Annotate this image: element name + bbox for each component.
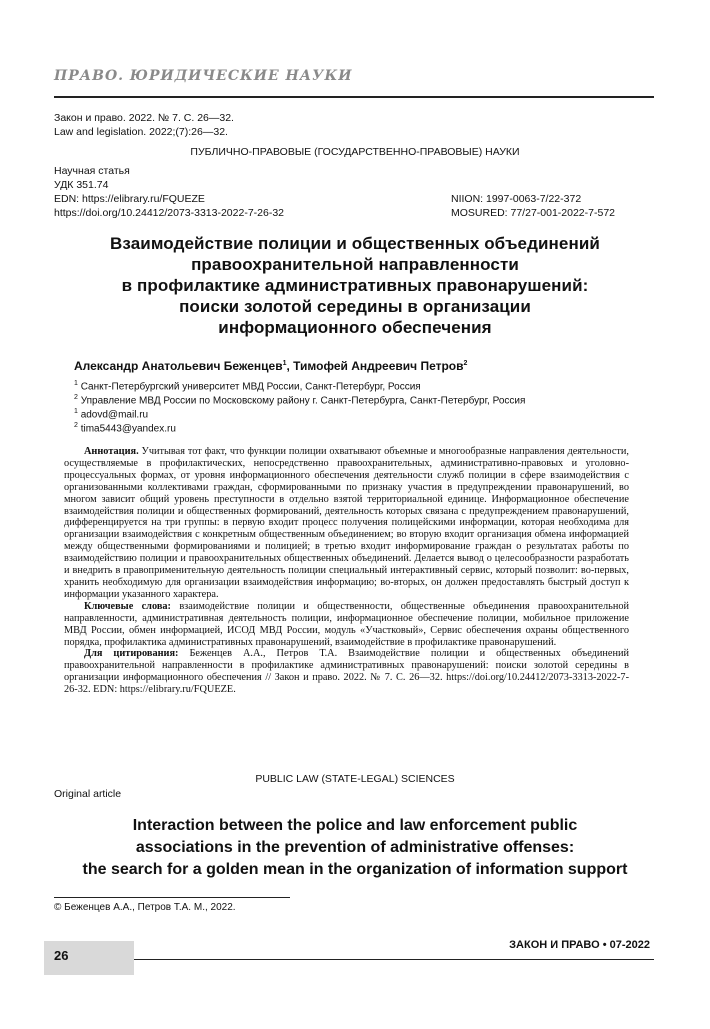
author-separator: , — [286, 359, 294, 373]
citation-block — [54, 111, 234, 139]
article-type-en: Original article — [54, 788, 122, 800]
udk: УДК 351.74 — [54, 179, 109, 191]
affiliation-sup: 2 — [74, 394, 78, 401]
niion: NIION: 1997-0063-7/22-372 — [451, 193, 582, 205]
affiliation-text: Санкт-Петербургский университет МВД России, Санкт-Петербург, Россия — [80, 381, 421, 393]
copyright-footnote: © Беженцев А.А., Петров Т.А. М., 2022. — [54, 902, 236, 913]
page-number: 26 — [54, 948, 69, 963]
title-line: в профилактике административных правонарушений: — [121, 276, 589, 295]
author-name: Александр Анатольевич Беженцев — [74, 359, 283, 373]
article-title-en — [30, 815, 680, 881]
email-link[interactable]: tima5443@yandex.ru — [80, 423, 176, 435]
article-meta-left — [54, 164, 284, 220]
affiliation-sup: 1 — [74, 408, 78, 415]
title-line: associations in the prevention of administrative offenses: — [135, 839, 575, 856]
mosured: MOSURED: 77/27-001-2022-7-572 — [451, 207, 616, 219]
section-title-en: PUBLIC LAW (STATE-LEGAL) SCIENCES — [255, 773, 455, 785]
citation-text: Беженцев А.А., Петров Т.А. Взаимодействие полиции и общественных объединений правоохранительной направленности в профилактике административных правонарушений: поиски золотой середины в организации информационного обеспечения // Закон и право. 2022. № 7. С. 26—32. https://doi.org/10.24412/2073-3313-2022-7-26-32. EDN: https://elibrary.ru/FQUEZE. — [64, 648, 629, 696]
doi-link[interactable]: https://doi.org/10.24412/2073-3313-2022-7-26-32 — [54, 207, 285, 219]
affiliation-text: Управление МВД России по Московскому району г. Санкт-Петербурга, Санкт-Петербург, Россия — [80, 395, 526, 407]
authors — [74, 359, 467, 373]
citation-ru: Закон и право. 2022. № 7. С. 26—32. — [54, 112, 234, 124]
author-name: Тимофей Андреевич Петров — [293, 359, 464, 373]
title-line: the search for a golden mean in the organization of information support — [82, 861, 628, 878]
journal-footer: ЗАКОН И ПРАВО • 07-2022 — [509, 939, 650, 951]
title-line: правоохранительной направленности — [191, 255, 519, 274]
keywords-text: взаимодействие полиции и общественности, общественные объединения правоохранительной направленности, административная деятельность полиции, информационное обеспечение полиции, мобильное приложение МВД России, обмен информацией, ИСОД МВД России, модуль «Участковый», Сервис обеспечения охраны общественного порядка, профилактика административных правонарушений, взаимодействие в профилактике правонарушений. — [64, 600, 630, 648]
abstract-label: Аннотация. — [84, 446, 139, 457]
section-title-ru: ПУБЛИЧНО-ПРАВОВЫЕ (ГОСУДАРСТВЕННО-ПРАВОВЫЕ) НАУКИ — [190, 146, 520, 158]
citation-label: Для цитирования: — [84, 648, 179, 660]
author-sup: 1 — [282, 360, 287, 367]
abstract-block — [64, 446, 629, 696]
keywords-label: Ключевые слова: — [84, 600, 171, 612]
title-line: информационного обеспечения — [218, 318, 492, 337]
footnote-rule — [54, 897, 290, 898]
title-line: Взаимодействие полиции и общественных объединений — [110, 234, 600, 253]
abstract-paragraph — [64, 446, 629, 601]
edn-link[interactable]: EDN: https://elibrary.ru/FQUEZE — [54, 193, 205, 205]
article-type-ru: Научная статья — [54, 165, 130, 177]
header-rule — [54, 96, 654, 98]
affiliation-email — [74, 419, 176, 435]
running-head: ПРАВО. ЮРИДИЧЕСКИЕ НАУКИ — [54, 68, 353, 84]
keywords-paragraph — [64, 601, 629, 649]
citation-paragraph — [64, 648, 629, 696]
article-meta-right — [451, 192, 615, 220]
footer-rule — [134, 959, 654, 960]
author-sup: 2 — [463, 360, 468, 367]
title-line: Interaction between the police and law enforcement public — [132, 817, 578, 834]
article-title-ru — [60, 233, 650, 338]
affiliation-sup: 1 — [74, 380, 78, 387]
title-line: поиски золотой середины в организации — [179, 297, 531, 316]
affiliation-sup: 2 — [74, 422, 78, 429]
citation-en: Law and legislation. 2022;(7):26—32. — [54, 126, 228, 138]
email-link[interactable]: adovd@mail.ru — [80, 409, 149, 421]
abstract-text: Учитывая тот факт, что функции полиции охватывают объемные и многообразные направления деятельности, осуществляемые в профилактических, непосредственно правоохранительных, административно-правовых и уголовно-процессуальных формах, от уровня информационного обеспечения деятельности служб полиции в сфере взаимодействия с организованными коллективами граждан, сформированными по признаку участия в предупреждении правонарушений, во многом зависит общий уровень преступности в отдельно взятой территориальной единице. Информационное обеспечение взаимодействия полиции и общественных формирований, деятельность которых связана с предупреждением правонарушений, дифференцируется на три группы: в первую входит процесс получения полицейскими информации, которая необходима для организации взаимодействия с конкретным общественным объединением; во вторую входит организация обмена информацией между общественными формированиями и полицией; в третью входит информирование граждан о результатах работы по взаимодействию полиции и правоохранительных общественных объединений. Делается вывод о целесообразности разработать и внедрить в правоприменительную деятельность полиции специальный интерактивный сервис, который позволит: во-первых, хранить необходимую для организации взаимодействия информацию; во-вторых, он должен предоставлять быстрый доступ к информации указанного характера. — [64, 446, 629, 600]
